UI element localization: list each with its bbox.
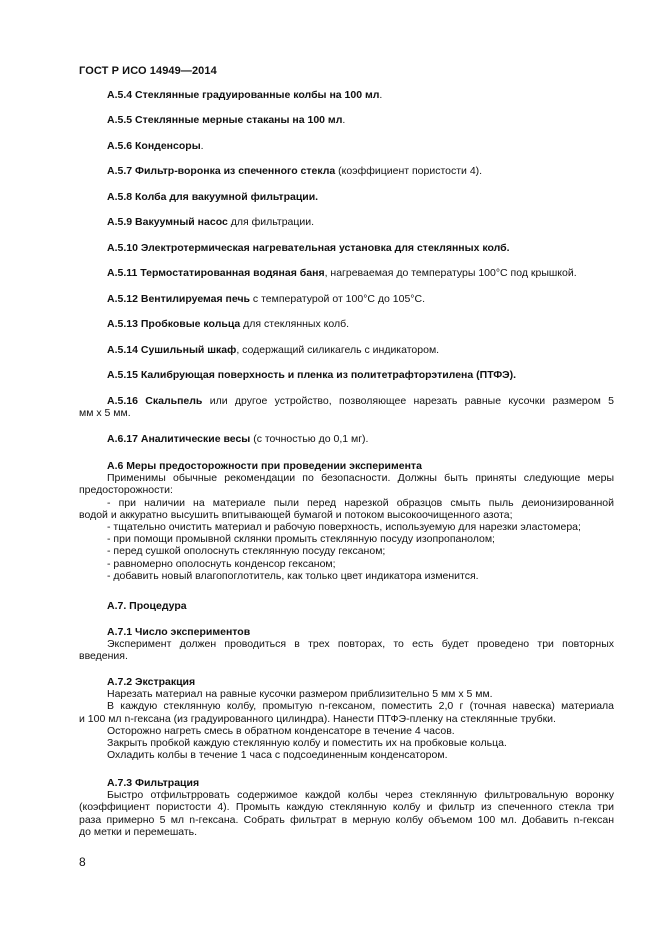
item-number: А.5.13 <box>107 318 141 330</box>
item-text: , нагреваемая до температуры 100°С под крышкой. <box>324 267 577 279</box>
list-item <box>107 89 382 102</box>
paragraph-line: до метки и перемешать. <box>79 825 198 838</box>
item-title: Пробковые кольца <box>140 318 241 330</box>
section-heading: А.7.3 Фильтрация <box>107 777 200 789</box>
section-heading: А.7. Процедура <box>107 600 187 612</box>
item-title: Термостатированная водяная баня <box>140 267 325 279</box>
item-title: Скальпель <box>145 395 203 407</box>
item-number: А.5.6 <box>107 140 136 152</box>
section-a6 <box>79 460 614 582</box>
list-item <box>107 369 516 382</box>
item-number: А.5.15 <box>107 369 141 381</box>
paragraph-line: - равномерно ополоснуть конденсор гексаном; <box>107 557 336 570</box>
list-item <box>107 140 204 153</box>
item-text: . <box>200 140 204 152</box>
paragraph-line: раза примерно 5 мл n-гексана. Собрать фильтрат в мерную колбу объемом 100 мл. Добавить n-гексан <box>79 813 614 826</box>
paragraph-line: и 100 мл n-гексана (из градуированного цилиндра). Нанести ПТФЭ-пленку на стеклянные трубки. <box>79 712 556 725</box>
item-number: А.5.7 <box>107 165 136 177</box>
list-item <box>107 293 425 306</box>
item-number: А.6.17 <box>107 433 141 445</box>
item-number: А.5.14 <box>107 344 141 356</box>
list-item <box>107 267 577 280</box>
list-item <box>107 242 510 255</box>
paragraph-line: Применимы обычные рекомендации по безопасности. Должны быть приняты следующие меры <box>107 472 614 485</box>
paragraph-line: - при наличии на материале пыли перед нарезкой образцов смыть пыль деионизированной <box>107 496 614 509</box>
paragraph-line: - добавить новый влагопоглотитель, как только цвет индикатора изменится. <box>107 569 479 582</box>
item-text: с температурой от 100°С до 105°С. <box>250 293 425 305</box>
paragraph-line: предосторожности: <box>79 484 173 497</box>
paragraph-line: Закрыть пробкой каждую стеклянную колбу и поместить их на пробковые кольца. <box>107 737 507 750</box>
paragraph-line: - тщательно очистить материал и рабочую поверхность, используемую для нарезки эластомера; <box>107 521 581 534</box>
list-item <box>107 191 318 204</box>
section-heading: А.7.1 Число экспериментов <box>107 626 251 638</box>
item-title: Стеклянные градуированные колбы на 100 мл <box>135 89 380 101</box>
list-item <box>107 433 368 446</box>
list-item <box>107 165 482 178</box>
list-item <box>107 216 314 229</box>
item-number: А.5.12 <box>107 293 141 305</box>
section-heading: А.6 Меры предосторожности при проведении эксперимента <box>107 460 422 472</box>
list-item-5-16 <box>79 395 614 419</box>
item-title: Калибрующая поверхность и пленка из политетрафторэтилена (ПТФЭ). <box>140 369 517 381</box>
item-title: Стеклянные мерные стаканы на 100 мл <box>135 114 343 126</box>
item-title: Вентилируемая печь <box>140 293 251 305</box>
text-line <box>79 395 614 407</box>
item-number: А.5.10 <box>107 242 141 254</box>
item-number: А.5.5 <box>107 114 136 126</box>
paragraph-line: Эксперимент должен проводиться в трех повторах, то есть будет проведено три повторных <box>107 638 614 651</box>
paragraph-line: Осторожно нагреть смесь в обратном конденсаторе в течение 4 часов. <box>107 724 455 737</box>
document-header: ГОСТ Р ИСО 14949—2014 <box>79 65 217 77</box>
paragraph-line: водой и аккуратно высушить впитывающей бумагой и потоком высокоочищенного азота; <box>79 508 513 521</box>
paragraph-line: введения. <box>79 650 128 663</box>
item-text: , содержащий силикагель с индикатором. <box>236 344 440 356</box>
section-a73 <box>79 777 614 838</box>
item-title: Конденсоры <box>135 140 201 152</box>
section-heading: А.7.2 Экстракция <box>107 676 196 688</box>
item-text: или другое устройство, позволяющее нарезать равные кусочки размером 5 <box>202 395 614 407</box>
item-title: Вакуумный насос <box>135 216 228 228</box>
item-number: А.5.8 <box>107 191 136 203</box>
item-number: А.5.4 <box>107 89 136 101</box>
section-a72 <box>79 676 614 761</box>
paragraph-line: Быстро отфильтрровать содержимое каждой колбы через стеклянную фильтровальную воронку <box>107 789 614 802</box>
list-item <box>107 344 439 357</box>
paragraph-line: Нарезать материал на равные кусочки размером приблизительно 5 мм х 5 мм. <box>107 688 493 701</box>
item-number: А.5.16 <box>107 395 146 407</box>
item-text: для фильтрации. <box>227 216 315 228</box>
item-text: . <box>342 114 346 126</box>
item-title: Электротермическая нагревательная установка для стеклянных колб. <box>140 242 510 254</box>
paragraph-line: В каждую стеклянную колбу, промытую n-гексаном, поместить 2,0 г (точная навеска) материала <box>107 700 614 713</box>
page-number: 8 <box>79 855 86 869</box>
item-title: Сушильный шкаф <box>140 344 237 356</box>
item-text: для стеклянных колб. <box>240 318 350 330</box>
item-text: (коэффициент пористости 4). <box>335 165 483 177</box>
list-item <box>107 318 349 331</box>
paragraph-line: (коэффициент пористости 4). Промыть каждую стеклянную колбу и фильтр из спеченного стекла три <box>79 801 614 814</box>
section-a71 <box>79 626 614 663</box>
item-title: Аналитические весы <box>140 433 251 445</box>
item-title: Фильтр-воронка из спеченного стекла <box>135 165 336 177</box>
item-number: А.5.9 <box>107 216 136 228</box>
paragraph-line: Охладить колбы в течение 1 часа с подсоединенным конденсатором. <box>107 749 448 762</box>
item-text: . <box>379 89 383 101</box>
list-item <box>107 114 345 127</box>
paragraph-line: - при помощи промывной склянки промыть стеклянную посуду изопропанолом; <box>107 533 495 546</box>
text-line: мм х 5 мм. <box>79 407 131 420</box>
item-number: А.5.11 <box>107 267 141 279</box>
item-title: Колба для вакуумной фильтрации. <box>135 191 319 203</box>
paragraph-line: - перед сушкой ополоснуть стеклянную посуду гексаном; <box>107 545 386 558</box>
item-text: (с точностью до 0,1 мг). <box>250 433 369 445</box>
